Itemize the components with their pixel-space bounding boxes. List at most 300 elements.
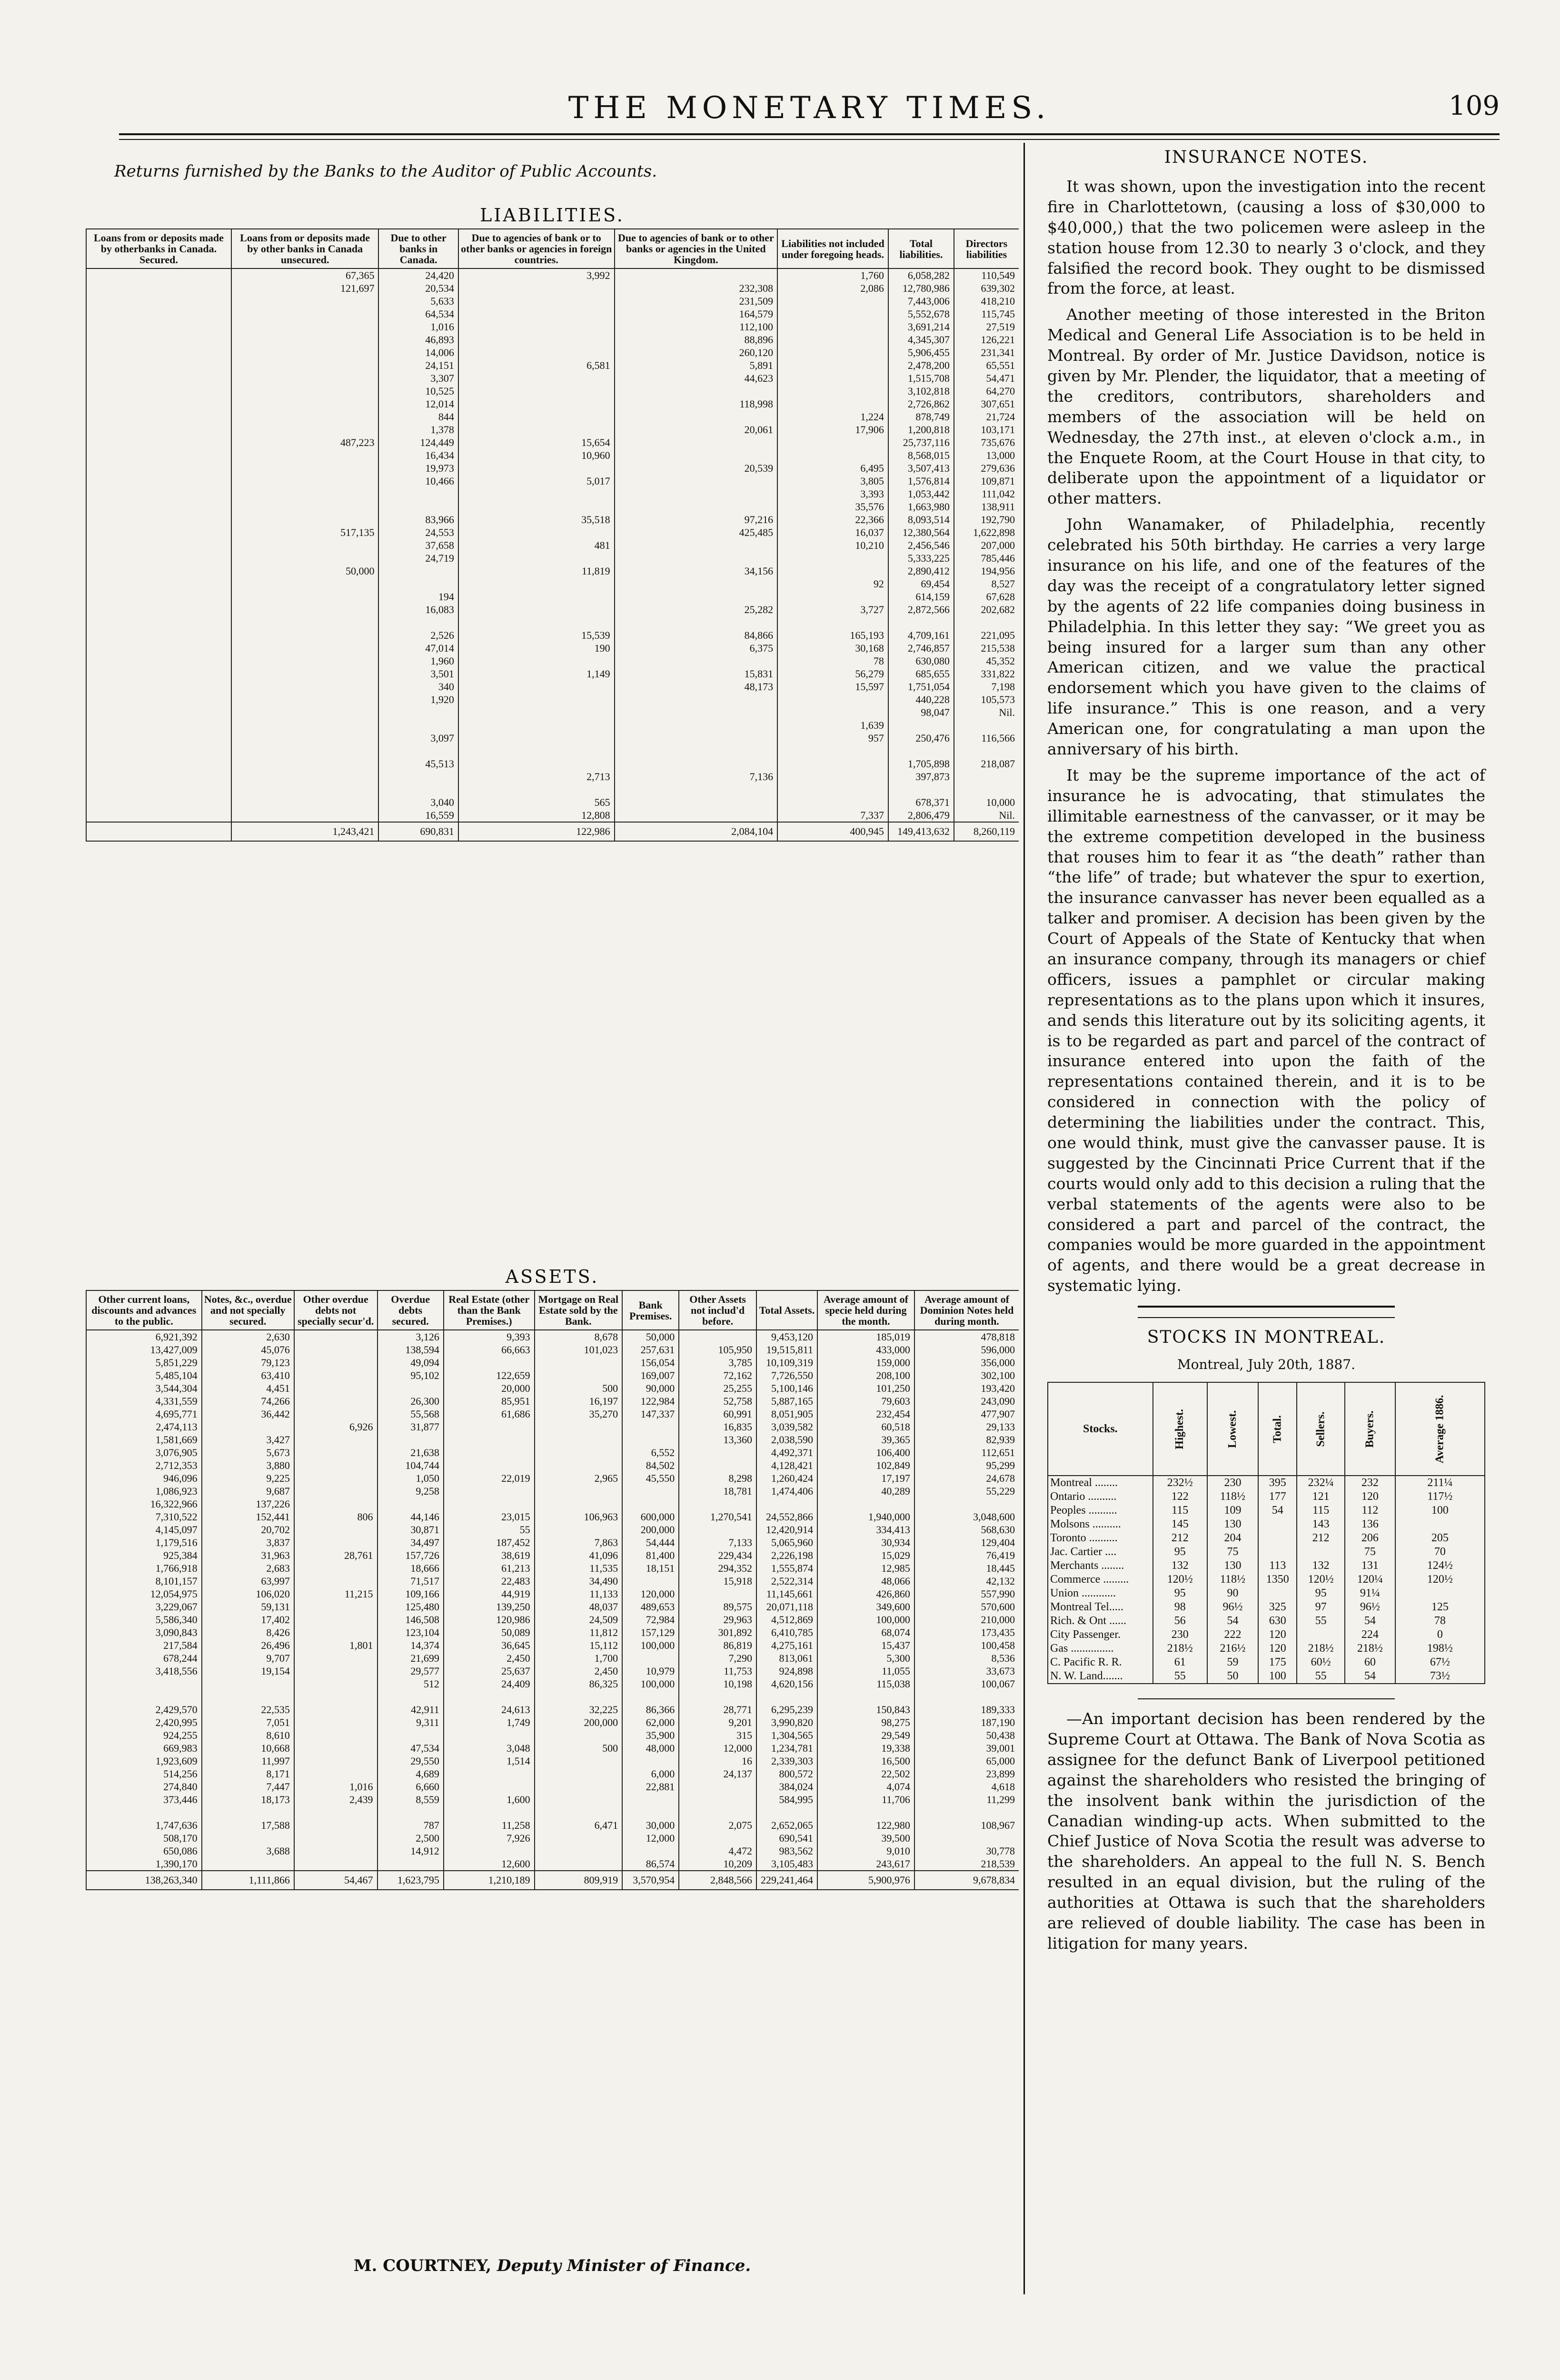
table-cell: 86,366 [622,1703,679,1716]
table-cell: 3,126 [378,1330,444,1343]
table-cell: 18,151 [622,1562,679,1575]
table-cell: 1,760 [777,268,888,282]
table-cell: 29,133 [914,1420,1019,1433]
table-cell: 150,843 [817,1703,914,1716]
table-cell: 116,566 [954,732,1019,744]
table-cell [817,1806,914,1819]
assets-header: Notes, &c., overdue and not specially secured. [202,1290,294,1330]
table-cell [535,1485,622,1497]
table-cell: 16,559 [378,809,458,822]
table-cell [777,796,888,809]
table-cell [615,385,777,397]
table-cell [231,333,379,346]
table-cell [679,1587,756,1600]
table-cell [679,1523,756,1536]
table-row [86,1613,1019,1626]
table-row [86,1819,1019,1832]
table-cell [679,1330,756,1343]
table-cell: 274,840 [86,1780,202,1793]
table-cell: 122,659 [444,1369,535,1382]
table-cell [231,307,379,320]
table-cell: 156,054 [622,1356,679,1369]
table-cell: 500 [535,1742,622,1755]
table-cell: 22,366 [777,513,888,526]
assets-header: Other current loans, discounts and advances to the public. [86,1290,202,1330]
stock-row [1048,1545,1485,1559]
table-row [86,552,1019,565]
table-cell: Nil. [954,706,1019,719]
stock-name: City Passenger. [1048,1628,1153,1642]
table-cell: 514,256 [86,1767,202,1780]
table-cell [294,1382,378,1395]
table-cell: 2,713 [458,770,615,783]
table-cell: 24,678 [914,1472,1019,1485]
table-cell [622,1420,679,1433]
table-cell: 192,790 [954,513,1019,526]
table-cell [294,1575,378,1587]
table-cell: 55,568 [378,1408,444,1420]
table-cell [86,449,231,462]
table-cell [86,693,231,706]
table-cell [294,1485,378,1497]
table-cell [615,268,777,282]
table-cell: 2,339,303 [756,1755,817,1767]
table-cell [294,1369,378,1382]
table-row [86,1420,1019,1433]
table-cell: 250,476 [888,732,954,744]
table-cell [231,693,379,706]
table-cell: 6,295,239 [756,1703,817,1716]
table-cell: 10,960 [458,449,615,462]
table-cell [615,719,777,732]
table-cell [231,796,379,809]
table-cell [86,397,231,410]
table-cell: 1,390,170 [86,1857,202,1871]
table-cell: 565 [458,796,615,809]
table-cell: 26,300 [378,1395,444,1408]
stock-value [1258,1531,1297,1545]
table-cell [458,526,615,539]
table-cell: 29,963 [679,1613,756,1626]
table-cell [615,693,777,706]
table-cell: 22,483 [444,1575,535,1587]
table-cell: 3,418,556 [86,1665,202,1677]
table-cell: 2,439 [294,1793,378,1806]
table-cell: 92 [777,577,888,590]
table-cell: 4,345,307 [888,333,954,346]
table-cell: 3,102,818 [888,385,954,397]
stock-row [1048,1517,1485,1531]
table-cell [294,1613,378,1626]
table-row [86,1459,1019,1472]
table-cell [294,1690,378,1703]
assets-header: Mortgage on Real Estate sold by the Bank. [535,1290,622,1330]
table-cell: 2,038,590 [756,1433,817,1446]
table-cell: 5,891 [615,359,777,372]
table-cell: 787 [378,1819,444,1832]
table-row [86,449,1019,462]
stock-value: 96½ [1345,1600,1395,1614]
column-divider [1023,143,1025,2294]
table-cell: 8,568,015 [888,449,954,462]
table-cell: 84,866 [615,629,777,642]
table-cell: 481 [458,539,615,552]
table-cell [86,642,231,654]
table-cell: 5,300 [817,1652,914,1665]
table-cell: 29,550 [378,1755,444,1767]
stock-value: 218½ [1153,1642,1207,1656]
table-cell [777,320,888,333]
table-cell [458,487,615,500]
table-cell: 139,250 [444,1600,535,1613]
table-cell: 25,737,116 [888,436,954,449]
table-cell: 1,053,442 [888,487,954,500]
stock-value: 67½ [1395,1656,1485,1669]
table-cell: 46,893 [378,333,458,346]
stocks-header-label: Lowest. [1226,1410,1239,1448]
table-cell: 1,747,636 [86,1819,202,1832]
table-cell [756,1497,817,1510]
table-cell: 9,687 [202,1485,294,1497]
stock-value: 205 [1395,1531,1485,1545]
table-cell [294,1819,378,1832]
table-cell: 4,689 [378,1767,444,1780]
table-cell [914,1832,1019,1844]
table-cell: 2,450 [535,1665,622,1677]
table-cell [615,577,777,590]
masthead [119,90,1500,124]
total-cell: 2,848,566 [679,1871,756,1890]
table-row [86,1639,1019,1652]
table-cell: 12,000 [679,1742,756,1755]
stocks-header [1258,1382,1297,1476]
table-cell [378,616,458,629]
table-cell: 1,639 [777,719,888,732]
stock-value: 75 [1345,1545,1395,1559]
table-cell: 11,535 [535,1562,622,1575]
table-cell: 1,378 [378,423,458,436]
table-cell: 12,420,914 [756,1523,817,1536]
table-cell: 38,619 [444,1549,535,1562]
table-row [86,1343,1019,1356]
table-row [86,1793,1019,1806]
table-cell: 4,618 [914,1780,1019,1793]
assets-header: Overdue debts secured. [378,1290,444,1330]
table-cell [231,770,379,783]
table-cell: 4,074 [817,1780,914,1793]
masthead-rule-thin [119,139,1500,140]
right-column [1033,143,1500,2294]
stock-value: 395 [1258,1476,1297,1490]
table-cell: 9,258 [378,1485,444,1497]
table-cell: 67,365 [231,268,379,282]
table-cell [202,1420,294,1433]
table-cell: 2,526 [378,629,458,642]
insurance-paragraph: It was shown, upon the investigation into the recent fire in Charlottetown, (causing a loss of $30,000 to $40,000,) that the two policemen were asleep in the station house from 12.30 to nearly 3 o'clock, and they falsified the record book. They ought to be dismissed from the force, at least. [1047,177,1485,298]
table-cell [294,1472,378,1485]
stock-value: 216½ [1207,1642,1258,1656]
table-cell: 11,055 [817,1665,914,1677]
table-cell: 50,438 [914,1729,1019,1742]
table-row [86,565,1019,577]
table-cell: 34,497 [378,1536,444,1549]
table-cell [86,577,231,590]
table-cell: 1,920 [378,693,458,706]
table-cell [458,500,615,513]
table-cell [294,1716,378,1729]
table-cell: 24,719 [378,552,458,565]
table-cell: 88,896 [615,333,777,346]
table-cell [86,268,231,282]
table-cell [294,1446,378,1459]
table-cell: 1,149 [458,667,615,680]
table-cell: 924,898 [756,1665,817,1677]
table-cell [86,783,231,796]
table-cell: 15,597 [777,680,888,693]
table-cell: 35,270 [535,1408,622,1420]
table-cell [86,603,231,616]
table-cell [231,359,379,372]
table-cell [615,410,777,423]
table-cell: 8,051,905 [756,1408,817,1420]
table-cell [444,1690,535,1703]
table-cell [86,526,231,539]
table-cell: 9,225 [202,1472,294,1485]
table-cell: 7,051 [202,1716,294,1729]
total-cell: 690,831 [378,822,458,841]
table-cell: 30,778 [914,1844,1019,1857]
table-cell [777,346,888,359]
table-cell: 169,007 [622,1369,679,1382]
table-row [86,295,1019,307]
stocks-header [1297,1382,1345,1476]
table-cell: 13,360 [679,1433,756,1446]
table-cell [458,462,615,475]
table-cell: 279,636 [954,462,1019,475]
table-cell [86,629,231,642]
table-cell: 3,040 [378,796,458,809]
table-cell [622,1575,679,1587]
table-cell: 2,086 [777,282,888,295]
table-cell [679,1446,756,1459]
table-cell: 45,352 [954,654,1019,667]
table-cell [777,552,888,565]
table-cell: 800,572 [756,1767,817,1780]
stock-row [1048,1559,1485,1573]
table-cell: 600,000 [622,1510,679,1523]
total-cell: 8,260,119 [954,822,1019,841]
stock-value: 75 [1207,1545,1258,1559]
table-cell: 433,000 [817,1343,914,1356]
stock-value: 198½ [1395,1642,1485,1656]
table-cell [294,1626,378,1639]
assets-header: Total Assets. [756,1290,817,1330]
insurance-paragraph: Another meeting of those interested in the Briton Medical and General Life Association is to be held in Montreal. By order of Mr. Justice Davidson, notice is given by Mr. Plender, the liquidator, that a meeting of the creditors, contributors, shareholders and members of the association will be held on Wednesday, the 27th inst., at eleven o'clock a.m., in the Enquete Room, at the Court House in that city, to deliberate upon the appointment of a liquidator or other matters. [1047,305,1485,508]
table-row [86,1716,1019,1729]
table-cell: 207,000 [954,539,1019,552]
table-cell: 3,507,413 [888,462,954,475]
table-cell: 1,700 [535,1652,622,1665]
table-cell: 639,302 [954,282,1019,295]
table-cell [458,282,615,295]
table-cell [231,809,379,822]
table-cell [294,1600,378,1613]
table-cell: 334,413 [817,1523,914,1536]
table-cell [294,1562,378,1575]
stock-value: 91¼ [1345,1587,1395,1600]
table-row [86,1408,1019,1420]
stock-name: Molsons .......... [1048,1517,1153,1531]
table-cell: 14,912 [378,1844,444,1857]
table-cell [378,577,458,590]
table-cell: 1,940,000 [817,1510,914,1523]
table-cell [777,693,888,706]
table-cell: 69,454 [888,577,954,590]
table-cell: 440,228 [888,693,954,706]
stock-row [1048,1656,1485,1669]
stock-name: Montreal Tel..... [1048,1600,1153,1614]
table-cell: 24,552,866 [756,1510,817,1523]
table-row [86,333,1019,346]
table-row [86,436,1019,449]
table-cell: 8,101,157 [86,1575,202,1587]
assets-header: Other overdue debts not specially secur'd. [294,1290,378,1330]
table-cell: 65,000 [914,1755,1019,1767]
table-cell: 48,000 [622,1742,679,1755]
table-cell: 418,210 [954,295,1019,307]
table-cell: 1,705,898 [888,757,954,770]
table-cell: 42,911 [378,1703,444,1716]
table-cell: 85,951 [444,1395,535,1408]
table-cell [444,1446,535,1459]
stock-row [1048,1531,1485,1545]
table-cell: 6,471 [535,1819,622,1832]
table-cell: 584,995 [756,1793,817,1806]
table-cell: 1,960 [378,654,458,667]
table-cell: 35,576 [777,500,888,513]
table-cell: 210,000 [914,1613,1019,1626]
table-row [86,1767,1019,1780]
assets-heading: ASSETS. [505,1266,599,1287]
stock-value: 131 [1345,1559,1395,1573]
table-cell [86,307,231,320]
table-cell: 20,000 [444,1382,535,1395]
table-cell: 294,352 [679,1562,756,1575]
table-row [86,1536,1019,1549]
stock-value: 177 [1258,1490,1297,1504]
section-rule-thin [1138,1317,1395,1318]
table-cell [444,1497,535,1510]
table-cell: 307,651 [954,397,1019,410]
table-cell: 4,275,161 [756,1639,817,1652]
table-row [86,423,1019,436]
table-cell: 650,086 [86,1844,202,1857]
table-cell [294,1755,378,1767]
table-cell: 15,112 [535,1639,622,1652]
table-cell: 34,156 [615,565,777,577]
table-cell: 340 [378,680,458,693]
table-cell: 23,015 [444,1510,535,1523]
table-cell: 45,076 [202,1343,294,1356]
total-cell: 1,210,189 [444,1871,535,1890]
stock-value: 60½ [1297,1656,1345,1669]
table-cell [817,1690,914,1703]
table-cell: 7,198 [954,680,1019,693]
table-cell: 500 [535,1382,622,1395]
table-cell: 678,244 [86,1652,202,1665]
stock-value: 54 [1345,1614,1395,1628]
table-cell: 517,135 [231,526,379,539]
liabilities-header: Loans from or deposits made by other banks in Canada unsecured. [231,229,379,268]
table-cell: 6,495 [777,462,888,475]
table-cell [378,770,458,783]
table-row [86,796,1019,809]
table-cell: 12,600 [444,1857,535,1871]
table-cell [458,385,615,397]
stock-value: 109 [1207,1504,1258,1517]
table-cell: 315 [679,1729,756,1742]
table-cell: 512 [378,1677,444,1690]
table-cell: 30,000 [622,1819,679,1832]
table-cell: 1,622,898 [954,526,1019,539]
assets-table [86,1290,1019,1890]
stock-value: 0 [1395,1628,1485,1642]
table-cell [231,667,379,680]
table-row [86,1395,1019,1408]
table-row [86,629,1019,642]
table-cell [679,1806,756,1819]
table-cell: 260,120 [615,346,777,359]
table-cell [86,346,231,359]
stock-value: 204 [1207,1531,1258,1545]
table-cell [231,629,379,642]
stock-value: 78 [1395,1614,1485,1628]
table-cell: 2,726,862 [888,397,954,410]
table-cell: 47,014 [378,642,458,654]
stock-name: Rich. & Ont ...... [1048,1614,1153,1628]
table-cell: 232,454 [817,1408,914,1420]
table-cell: 122,984 [622,1395,679,1408]
table-cell: 2,652,065 [756,1819,817,1832]
table-cell: 785,446 [954,552,1019,565]
table-cell [202,1832,294,1844]
table-row [86,1626,1019,1639]
table-row [86,1330,1019,1343]
table-row [86,667,1019,680]
stock-name: Merchants ........ [1048,1559,1153,1573]
table-cell [444,1420,535,1433]
table-cell: 1,923,609 [86,1755,202,1767]
table-row [86,385,1019,397]
table-cell [615,487,777,500]
table-cell: 425,485 [615,526,777,539]
table-cell: 257,631 [622,1343,679,1356]
table-cell: 4,620,156 [756,1677,817,1690]
table-cell: 1,179,516 [86,1536,202,1549]
table-cell: 25,282 [615,603,777,616]
table-cell [458,410,615,423]
table-cell: 4,128,421 [756,1459,817,1472]
table-cell: 5,100,146 [756,1382,817,1395]
table-row [86,1356,1019,1369]
table-row [86,783,1019,796]
table-cell [756,1806,817,1819]
table-cell: 190 [458,642,615,654]
table-cell: 3,048,600 [914,1510,1019,1523]
stock-name: C. Pacific R. R. [1048,1656,1153,1669]
stock-value: 120½ [1395,1573,1485,1587]
table-cell: 9,311 [378,1716,444,1729]
